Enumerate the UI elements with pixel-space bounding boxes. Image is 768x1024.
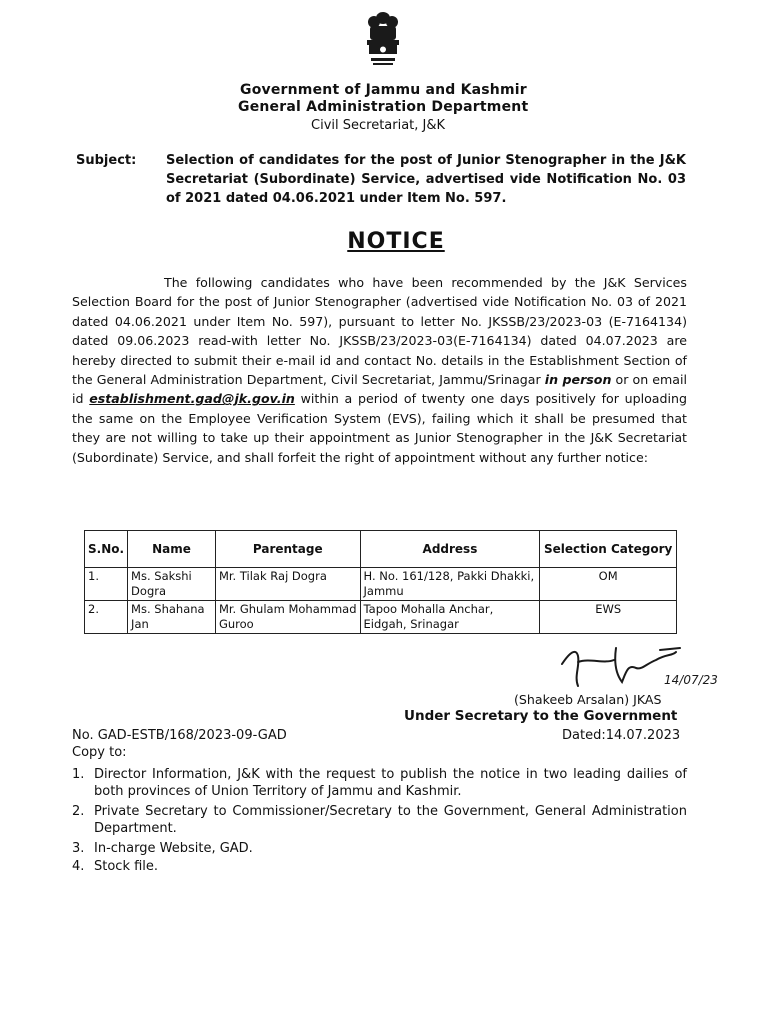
cell-name: Ms. Sakshi Dogra bbox=[128, 568, 216, 601]
copy-to-number: 2. bbox=[72, 804, 85, 819]
col-sno-header: S.No. bbox=[85, 531, 128, 568]
cell-name: Ms. Shahana Jan bbox=[128, 601, 216, 634]
handwritten-signature bbox=[556, 642, 726, 692]
notice-title bbox=[0, 229, 768, 254]
col-category-header: Selection Category bbox=[540, 531, 677, 568]
copy-to-text: Director Information, J&K with the request to publish the notice in two leading dailies of both provinces of Union Territory of Jammu and Kashmir. bbox=[94, 767, 687, 799]
copy-to-item bbox=[72, 803, 687, 837]
cell-address: H. No. 161/128, Pakki Dhakki, Jammu bbox=[360, 568, 540, 601]
copy-to-item bbox=[72, 858, 687, 875]
cell-address: Tapoo Mohalla Anchar, Eidgah, Srinagar bbox=[360, 601, 540, 634]
dated: Dated:14.07.2023 bbox=[562, 728, 681, 743]
copy-to-label: Copy to: bbox=[72, 745, 127, 760]
table-row bbox=[85, 601, 677, 634]
copy-to-item bbox=[72, 766, 687, 800]
establishment-email-link[interactable]: establishment.gad@jk.gov.in bbox=[89, 391, 295, 407]
cell-sno: 1. bbox=[85, 568, 128, 601]
col-address-header: Address bbox=[360, 531, 540, 568]
copy-to-text: Stock file. bbox=[94, 859, 159, 874]
cell-category: OM bbox=[540, 568, 677, 601]
col-name-header: Name bbox=[128, 531, 216, 568]
notice-body-part-b: or on email id bbox=[72, 372, 687, 407]
national-emblem-icon bbox=[358, 8, 408, 80]
notice-body-part-a: The following candidates who have been recommended by the J&K Services Selection Board for the post of Junior Stenographer (advertised vide Notification No. 03 of 2021 dated 04.06.2021 under Item No. 597), pursuant to letter No. JKSSB/23/2023-03 (E-7164134) dated 09.06.2023 read-with letter No. JKSSB/23/2023-03(E-7164134) dated 04.07.2023 are hereby directed to submit their e-mail id and contact No. details in the Establishment Section of the General Administration Department, Civil Secretariat, Jammu/Srinagar bbox=[72, 275, 687, 388]
signature-date: 14/07/23 bbox=[664, 673, 718, 687]
header-secretariat: Civil Secretariat, J&K bbox=[311, 118, 446, 133]
copy-to-number: 4. bbox=[72, 859, 85, 874]
cell-parentage: Mr. Ghulam Mohammad Guroo bbox=[215, 601, 360, 634]
notice-body bbox=[72, 273, 687, 467]
table-row bbox=[85, 568, 677, 601]
candidates-table bbox=[84, 530, 677, 634]
signatory-name: (Shakeeb Arsalan) JKAS bbox=[514, 692, 662, 707]
subject-text: Selection of candidates for the post of Junior Stenographer in the J&K Secretariat (Subordinate) Service, advertised vide Notification No. 03 of 2021 dated 04.06.2021 under Item No. 597. bbox=[166, 153, 686, 206]
signatory-designation: Under Secretary to the Government bbox=[404, 708, 678, 724]
copy-to-item bbox=[72, 840, 687, 857]
cell-category: EWS bbox=[540, 601, 677, 634]
copy-to-text: Private Secretary to Commissioner/Secretary to the Government, General Administration Department. bbox=[94, 804, 687, 836]
cell-parentage: Mr. Tilak Raj Dogra bbox=[215, 568, 360, 601]
cell-sno: 2. bbox=[85, 601, 128, 634]
reference-number: No. GAD-ESTB/168/2023-09-GAD bbox=[72, 728, 287, 743]
header-government: Government of Jammu and Kashmir bbox=[240, 82, 527, 98]
in-person-emphasis: in person bbox=[544, 372, 612, 388]
copy-to-number: 1. bbox=[72, 767, 85, 782]
header-department: General Administration Department bbox=[238, 99, 529, 115]
copy-to-number: 3. bbox=[72, 841, 85, 856]
table-header-row bbox=[85, 531, 677, 568]
notice-body-part-c: within a period of twenty one days positively for uploading the same on the Employee Verification System (EVS), failing which it shall be presumed that they are not willing to take up their appointment as Junior Stenographer in the J&K Secretariat (Subordinate) Service, and shall forfeit the right of appointment without any further notice: bbox=[72, 391, 687, 465]
notice-title-text: NOTICE bbox=[347, 229, 445, 254]
col-parentage-header: Parentage bbox=[215, 531, 360, 568]
copy-to-text: In-charge Website, GAD. bbox=[94, 841, 253, 856]
subject-label: Subject: bbox=[76, 153, 137, 168]
